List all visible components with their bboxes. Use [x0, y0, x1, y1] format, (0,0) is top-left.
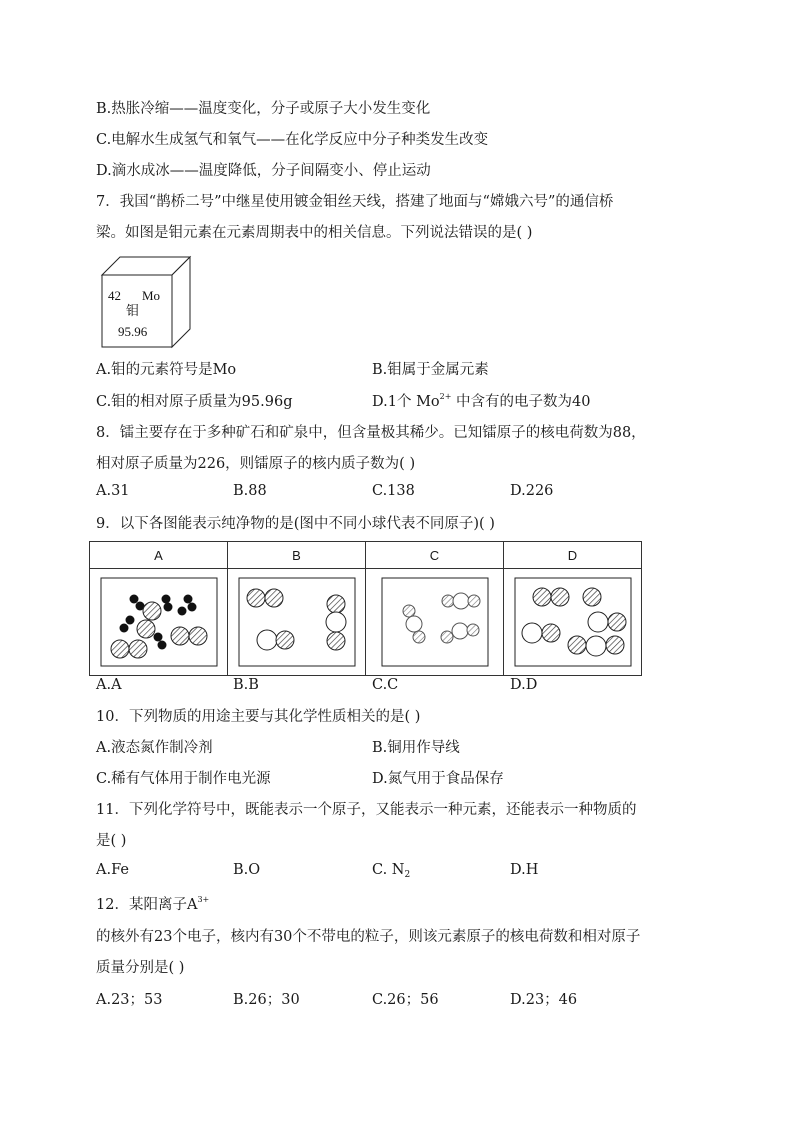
nitrogen-subscript: 2: [404, 870, 411, 880]
q10-stem: 10．下列物质的用途主要与其化学性质相关的是( ): [96, 709, 421, 725]
q8-stem-line1: 8．镭主要存在于多种矿石和矿泉中，但含量极其稀少。已知镭原子的核电荷数为88，: [96, 425, 646, 441]
header-c: C: [366, 542, 504, 569]
q9-stem: 9．以下各图能表示纯净物的是(图中不同小球代表不同原子)( ): [96, 516, 495, 532]
q7-option-b: B.钼属于金属元素: [372, 362, 489, 378]
q6-option-b: B.热胀冷缩——温度变化，分子或原子大小发生变化: [96, 101, 431, 117]
q10-option-b: B.铜用作导线: [372, 740, 460, 756]
q7-stem-line2: 梁。如图是钼元素在元素周期表中的相关信息。下列说法错误的是( ): [96, 225, 533, 241]
nitrogen-symbol: N: [391, 862, 405, 878]
q12-option-a: A.23；53: [96, 992, 163, 1008]
molybdenum-ion: Mo: [416, 394, 440, 410]
mixture-diagram-d: [514, 577, 632, 667]
header-d: D: [504, 542, 642, 569]
q11-stem-line1: 11．下列化学符号中，既能表示一个原子，又能表示一种元素，还能表示一种物质的: [96, 802, 637, 818]
diagram-b: [228, 569, 366, 676]
q9-option-b: B.B: [233, 677, 259, 693]
q11-stem-line2: 是( ): [96, 833, 127, 849]
q10-option-a: A.液态氮作制冷剂: [96, 740, 213, 756]
q8-option-b: B.88: [233, 483, 267, 499]
element-name: 钼: [126, 303, 140, 318]
q7-option-c: C.钼的相对原子质量为95.96g: [96, 394, 293, 410]
atomic-number: 42: [108, 288, 121, 303]
q11-option-b: B.O: [233, 862, 261, 878]
q9-option-c: C.C: [372, 677, 399, 693]
atomic-mass: 95.96: [118, 324, 148, 339]
q8-stem-line2: 相对原子质量为226，则镭原子的核内质子数为( ): [96, 456, 416, 472]
q6-option-d: D.滴水成冰——温度降低，分子间隔变小、停止运动: [96, 163, 431, 179]
q8-option-d: D.226: [510, 483, 554, 499]
element-cube-figure: [100, 255, 195, 350]
ion-charge: 2+: [439, 392, 452, 401]
diagram-c: [366, 569, 504, 676]
q7-d-prefix: D.1个: [372, 394, 412, 410]
molecule-diagram-table: [89, 541, 642, 676]
q8-option-c: C.138: [372, 483, 415, 499]
mixture-diagram-c: [376, 577, 494, 667]
q12-stem-line1: [96, 893, 209, 914]
q7-option-d: [372, 390, 591, 411]
q11-c-prefix: C.: [372, 862, 388, 878]
header-a: A: [90, 542, 228, 569]
q9-option-a: A.A: [96, 677, 122, 693]
mixture-diagram-b: [238, 577, 356, 667]
q7-option-a: A.钼的元素符号是Mo: [96, 362, 237, 378]
q7-stem-line1: 7．我国“鹊桥二号”中继星使用镀金钼丝天线，搭建了地面与“嫦娥六号”的通信桥: [96, 194, 614, 210]
q12-prefix: 12．某阳离子: [96, 897, 187, 913]
q7-d-suffix: 中含有的电子数为40: [456, 394, 591, 410]
q10-option-c: C.稀有气体用于制作电光源: [96, 771, 271, 787]
diagram-d: [504, 569, 642, 676]
q9-option-d: D.D: [510, 677, 538, 693]
cation-symbol: A: [186, 897, 198, 913]
q12-option-b: B.26；30: [233, 992, 300, 1008]
mixture-diagram-a: [100, 577, 218, 667]
header-b: B: [228, 542, 366, 569]
element-symbol: Mo: [142, 288, 161, 303]
diagram-a: [90, 569, 228, 676]
q12-stem-line3: 质量分别是( ): [96, 960, 185, 976]
q11-option-a: A.Fe: [96, 862, 129, 878]
q11-option-c: [372, 862, 410, 880]
q8-option-a: A.31: [96, 483, 130, 499]
q12-option-d: D.23；46: [510, 992, 578, 1008]
cation-charge: 3+: [197, 895, 210, 904]
q10-option-d: D.氮气用于食品保存: [372, 771, 504, 787]
q12-option-c: C.26；56: [372, 992, 439, 1008]
q11-option-d: D.H: [510, 862, 539, 878]
q6-option-c: C.电解水生成氢气和氧气——在化学反应中分子种类发生改变: [96, 132, 489, 148]
q12-stem-line2: 的核外有23个电子，核内有30个不带电的粒子，则该元素原子的核电荷数和相对原子: [96, 929, 641, 945]
